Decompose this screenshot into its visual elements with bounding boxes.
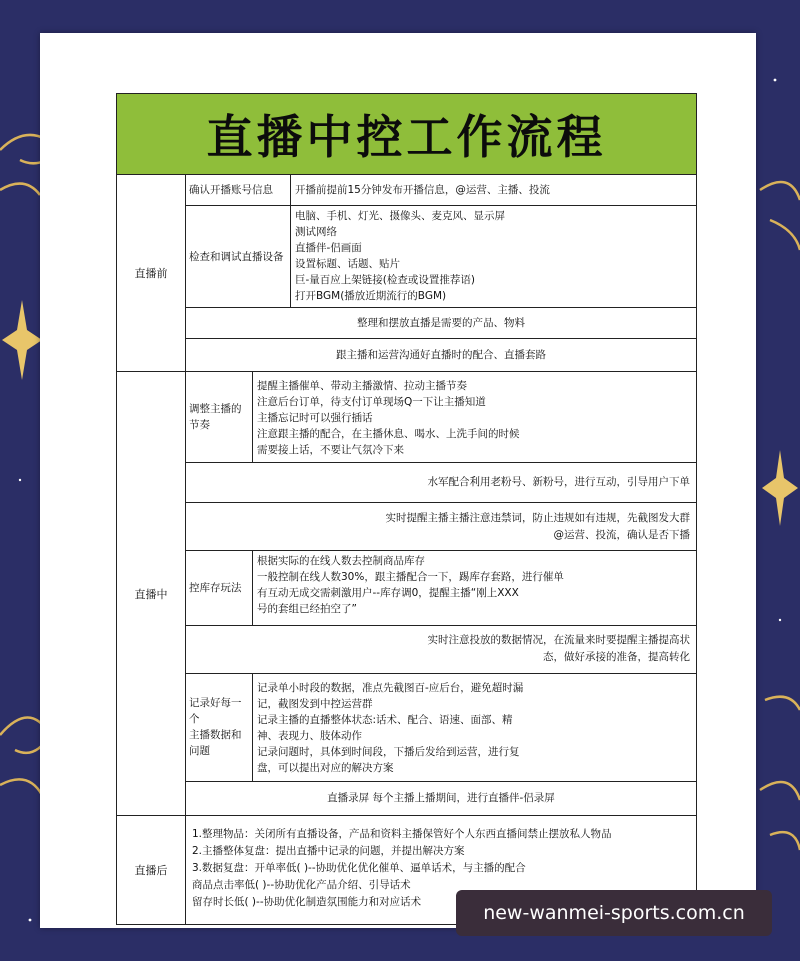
row-detail: 根据实际的在线人数去控制商品库存 一般控制在线人数30%，跟主播配合一下，踢库存套路，进行催单 有互动无成交需刺激用户--库存调0，提醒主播“刚上XXX 号的套组已经拍空了”	[257, 555, 564, 616]
table-row	[186, 674, 696, 783]
table-row	[186, 782, 696, 815]
row-label: 调整主播的 节奏	[186, 372, 253, 462]
row-full: 直播录屏 每个主播上播期间，进行直播伴-侣录屏	[327, 792, 555, 805]
row-label: 控库存玩法	[186, 551, 253, 625]
table-row	[186, 372, 696, 463]
row-detail: 电脑、手机、灯光、摄像头、麦克风、显示屏 测试网络 直播伴-侣画面 设置标题、话题、贴片 巨-量百应上架链接(检查或设置推荐语) 打开BGM(播放近期流行的BGM)	[295, 210, 505, 302]
row-full: 跟主播和运营沟通好直播时的配合、直播套路	[336, 348, 546, 361]
row-detail: 提醒主播催单、带动主播激情、拉动主播节奏 注意后台订单，待支付订单现场Q一下让主播知道 主播忘记时可以强行插话 注意跟主播的配合，在主播休息、喝水、上洗手间的时候 需要接上话，不要让气氛冷下来	[257, 380, 520, 456]
row-label: 检查和调试直播设备	[186, 206, 291, 307]
phase-label: 直播后	[117, 816, 186, 924]
row-full: 水军配合利用老粉号、新粉号，进行互动，引导用户下单	[427, 476, 690, 488]
table-row	[186, 175, 696, 206]
table-row	[186, 206, 696, 308]
row-full: 整理和摆放直播是需要的产品、物料	[357, 316, 525, 329]
row-full: 实时注意投放的数据情况，在流量来时要提醒主播提高状 态，做好承接的准备，提高转化	[427, 634, 690, 664]
section-during-live	[117, 372, 696, 816]
page-title: 直播中控工作流程	[206, 110, 607, 164]
row-detail: 记录单小时段的数据，准点先截图百-应后台，避免超时漏 记，截图发到中控运营群 记录主播的直播整体状态:话术、配合、语速、面部、精 神、表现力、肢体动作 记录问题时，具体到时间段，下播后发给到运营，进行复 盘，可以提出对应的解决方案	[257, 681, 524, 774]
row-label: 记录好每一 个 主播数据和 问题	[186, 674, 253, 782]
section-before-live	[117, 175, 696, 372]
row-full: 1.整理物品：关闭所有直播设备，产品和资料主播保管好个人东西直播间禁止摆放私人物品 2.主播整体复盘：提出直播中记录的问题，并提出解决方案 3.数据复盘：开单率低( )--协助优化优化催单、逼单话术，与主播的配合 商品点击率低( )--协助优化产品介绍、引导话术 留存时长低( )--协助优化制造氛围能力和对应话术	[192, 828, 612, 908]
row-label: 确认开播账号信息	[186, 175, 291, 205]
phase-label: 直播中	[117, 372, 186, 815]
table-row	[186, 626, 696, 674]
table-row	[186, 503, 696, 551]
phase-label: 直播前	[117, 175, 186, 371]
table-row	[186, 463, 696, 504]
section-rows	[186, 175, 696, 371]
section-rows	[186, 372, 696, 815]
row-detail: 开播前提前15分钟发布开播信息，@运营、主播、投流	[295, 184, 550, 196]
table-row	[186, 339, 696, 371]
workflow-table	[116, 93, 697, 925]
table-row	[186, 551, 696, 626]
watermark-link[interactable]: new-wanmei-sports.com.cn	[456, 890, 772, 936]
row-full: 实时提醒主播主播注意违禁词，防止违规如有违规，先截图发大群 @运营、投流，确认是否下播	[385, 511, 690, 541]
title-bar	[117, 94, 696, 175]
table-row	[186, 308, 696, 339]
